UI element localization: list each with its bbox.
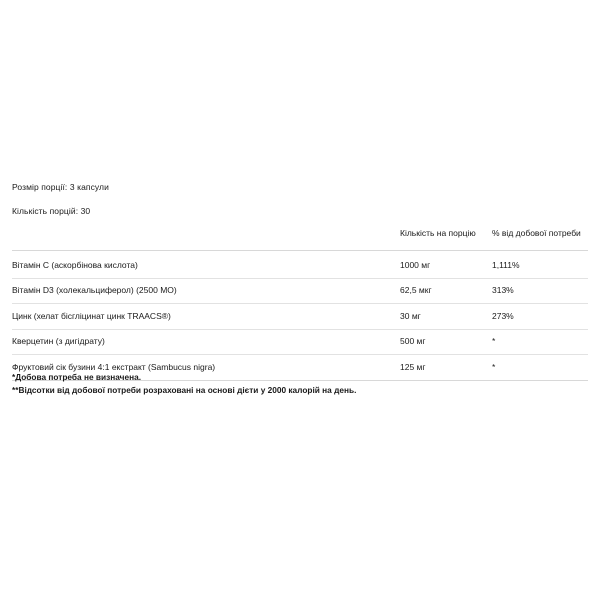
supplement-facts-table xyxy=(12,228,588,381)
table-header xyxy=(12,228,588,250)
ingredient-daily-value: * xyxy=(492,355,588,381)
ingredient-daily-value: 1,111% xyxy=(492,250,588,278)
table-body xyxy=(12,250,588,380)
column-header-daily-value: % від добової потреби xyxy=(492,228,581,238)
footnote-percent-daily-values: **Відсотки від добової потреби розраховані на основі дієти у 2000 калорій на день. xyxy=(12,385,357,395)
ingredient-name: Фруктовий сік бузини 4:1 екстракт (Sambucus nigra) xyxy=(12,355,400,381)
ingredient-amount: 500 мг xyxy=(400,329,492,355)
ingredient-daily-value: 313% xyxy=(492,278,588,304)
table-header-row xyxy=(12,228,588,250)
ingredient-daily-value: 273% xyxy=(492,304,588,330)
ingredient-amount: 62,5 мкг xyxy=(400,278,492,304)
ingredient-daily-value: * xyxy=(492,329,588,355)
table-row xyxy=(12,278,588,304)
ingredient-name: Вітамін D3 (холекальциферол) (2500 МО) xyxy=(12,278,400,304)
table-row xyxy=(12,250,588,278)
ingredient-name: Цинк (хелат бісгліцинат цинк TRAACS®) xyxy=(12,304,400,330)
serving-information xyxy=(12,182,588,230)
servings-per-container-line: Кількість порцій: 30 xyxy=(12,206,91,216)
table-row xyxy=(12,329,588,355)
ingredient-amount: 125 мг xyxy=(400,355,492,381)
table-row xyxy=(12,304,588,330)
footnotes xyxy=(12,371,402,397)
footnote-daily-value-not-established: *Добова потреба не визначена. xyxy=(12,372,142,382)
ingredient-name: Вітамін C (аскорбінова кислота) xyxy=(12,250,400,278)
serving-size-line: Розмір порції: 3 капсули xyxy=(12,182,109,192)
column-header-ingredient xyxy=(12,228,400,250)
ingredient-name: Кверцетин (з дигідрату) xyxy=(12,329,400,355)
ingredient-amount: 1000 мг xyxy=(400,250,492,278)
column-header-amount-per-serving: Кількість на порцію xyxy=(400,228,476,238)
ingredient-amount: 30 мг xyxy=(400,304,492,330)
